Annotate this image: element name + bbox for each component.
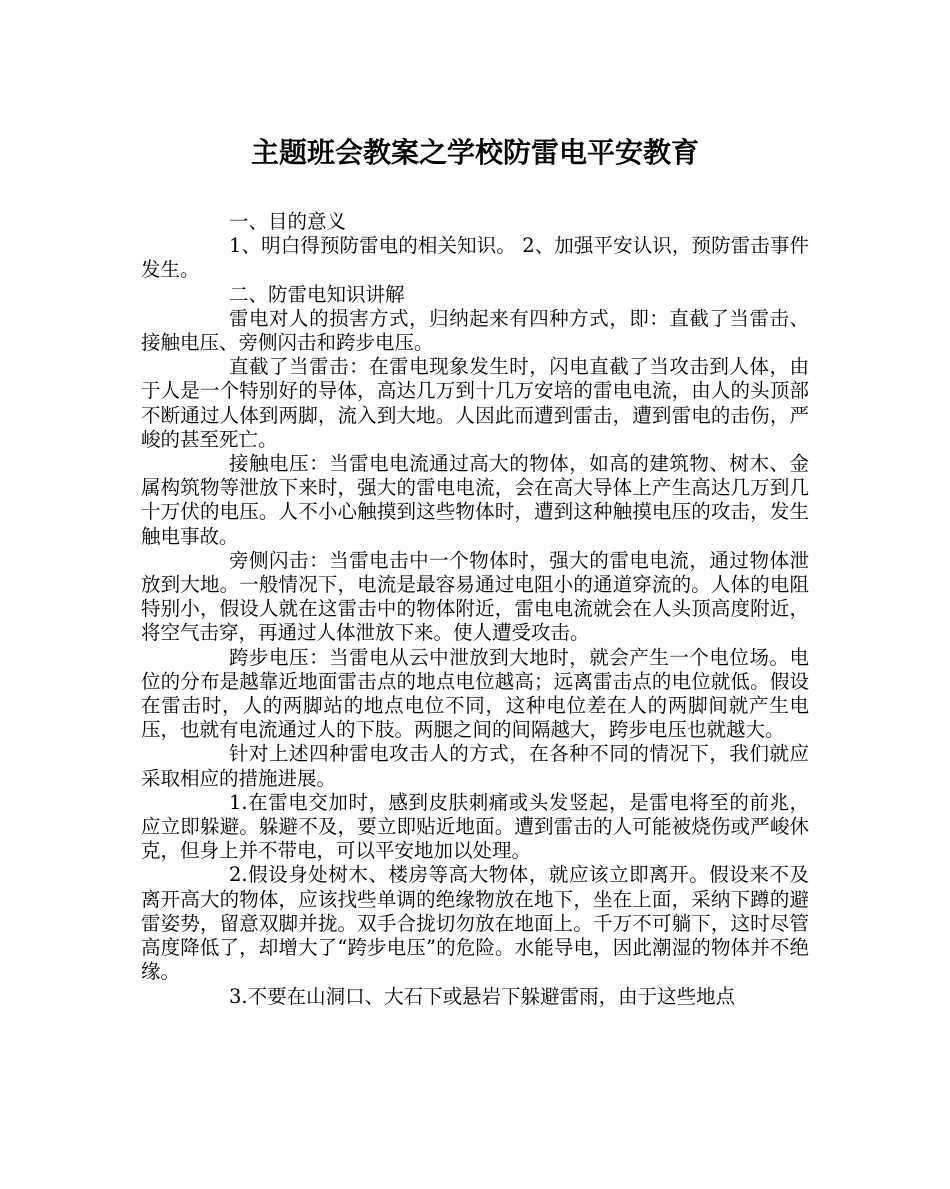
paragraph: 2.假设身处树木、楼房等高大物体，就应该立即离开。假设来不及离开高大的物体，应该找些单调的绝缘物放在地下，坐在上面，采纳下蹲的避雷姿势，留意双脚并拢。双手合拢切勿放在地面上。千万不可躺下，这时尽管高度降低了，却增大了“跨步电压”的危险。水能导电，因此潮湿的物体并不绝缘。: [141, 863, 809, 984]
paragraph: 直截了当雷击：在雷电现象发生时，闪电直截了当攻击到人体，由于人是一个特别好的导体，高达几万到十几万安培的雷电电流，由人的头顶部不断通过人体到两脚，流入到大地。人因此而遭到雷击，遭到雷电的击伤，严峻的甚至死亡。: [141, 355, 809, 451]
paragraph: 旁侧闪击：当雷电击中一个物体时，强大的雷电电流，通过物体泄放到大地。一般情况下，电流是最容易通过电阻小的通道穿流的。人体的电阻特别小，假设人就在这雷击中的物体附近，雷电电流就会在人头顶高度附近，将空气击穿，再通过人体泄放下来。使人遭受攻击。: [141, 548, 809, 645]
paragraph: 1、明白得预防雷电的相关知识。 2、加强平安认识，预防雷击事件发生。: [141, 234, 809, 282]
paragraph: 雷电对人的损害方式，归纳起来有四种方式，即：直截了当雷击、接触电压、旁侧闪击和跨步电压。: [141, 306, 809, 355]
paragraph: 接触电压：当雷电电流通过高大的物体，如高的建筑物、树木、金属构筑物等泄放下来时，强大的雷电电流，会在高大导体上产生高达几万到几十万伏的电压。人不小心触摸到这些物体时，遭到这种触摸电压的攻击，发生触电事故。: [141, 452, 809, 548]
paragraph: 跨步电压：当雷电从云中泄放到大地时，就会产生一个电位场。电位的分布是越靠近地面雷击点的地点电位越高；远离雷击点的电位就低。假设在雷击时，人的两脚站的地点电位不同，这种电位差在人的两脚间就产生电压，也就有电流通过人的下肢。两腿之间的间隔越大，跨步电压也就越大。: [141, 645, 809, 742]
paragraph: 二、防雷电知识讲解: [229, 282, 405, 306]
document-body: [141, 210, 809, 1009]
paragraph: 3.不要在山洞口、大石下或悬岩下躲避雷雨，由于这些地点: [229, 984, 736, 1008]
document-title: 主题班会教案之学校防雷电平安教育: [250, 136, 699, 169]
paragraph: 针对上述四种雷电攻击人的方式，在各种不同的情况下，我们就应采取相应的措施进展。: [141, 742, 809, 790]
paragraph: 一、目的意义: [229, 210, 347, 233]
paragraph: 1.在雷电交加时，感到皮肤刺痛或头发竖起，是雷电将至的前兆，应立即躲避。躲避不及，要立即贴近地面。遭到雷击的人可能被烧伤或严峻休克，但身上并不带电，可以平安地加以处理。: [141, 790, 809, 863]
